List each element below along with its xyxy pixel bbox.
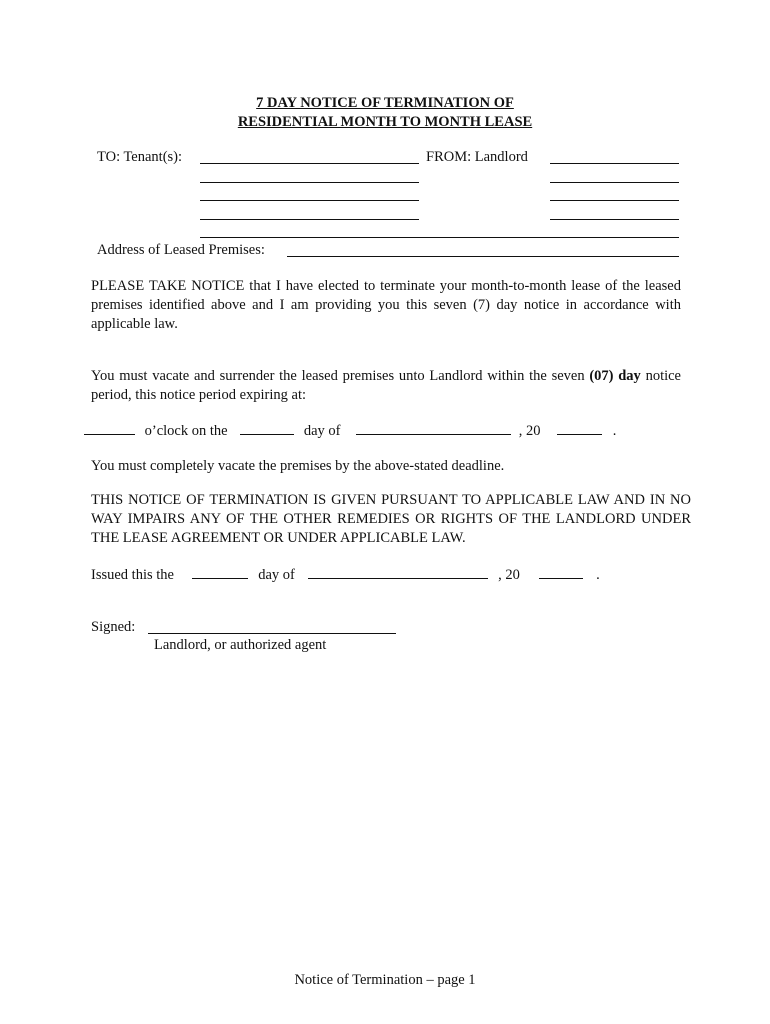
landlord-name-line-3[interactable] — [550, 200, 679, 201]
signer-caption: Landlord, or authorized agent — [154, 637, 327, 653]
landlord-name-line-1[interactable] — [550, 163, 679, 164]
landlord-name-line-2[interactable] — [550, 182, 679, 183]
address-label: Address of Leased Premises: — [97, 242, 265, 258]
expiry-period: . — [612, 423, 617, 439]
day-number-blank[interactable] — [240, 420, 294, 435]
tenant-name-line-3[interactable] — [200, 200, 419, 201]
tenant-name-line-2[interactable] — [200, 182, 419, 183]
issued-year-blank[interactable] — [539, 564, 583, 579]
issued-month-blank[interactable] — [308, 564, 488, 579]
issued-label: Issued this the — [91, 567, 174, 583]
signature-line[interactable] — [148, 633, 396, 634]
page-footer: Notice of Termination – page 1 — [294, 972, 476, 988]
address-line-upper[interactable] — [200, 237, 679, 238]
issued-year-prefix: , 20 — [498, 567, 520, 583]
year-prefix: , 20 — [518, 423, 541, 439]
landlord-name-line-4[interactable] — [550, 219, 679, 220]
hour-blank[interactable] — [84, 420, 135, 435]
month-blank[interactable] — [356, 420, 511, 435]
oclock-label: o’clock on the — [144, 423, 228, 439]
notice-paragraph: PLEASE TAKE NOTICE that I have elected to terminate your month-to-month lease of the leased premises identified above and I am providing you this seven (7) day notice in accordance with applicable law. — [91, 278, 681, 332]
issued-period: . — [596, 567, 600, 583]
tenant-name-line-1[interactable] — [200, 163, 419, 164]
deadline-text: You must completely vacate the premises by the above-stated deadline. — [91, 458, 505, 474]
day-of-label: day of — [303, 423, 341, 439]
expiry-row — [84, 420, 616, 441]
vacate-text-bold: (07) day — [589, 368, 641, 384]
issued-row — [91, 564, 600, 585]
vacate-text-a: You must vacate and surrender the leased premises unto Landlord within the seven — [91, 368, 585, 384]
document-title-line-2: RESIDENTIAL MONTH TO MONTH LEASE — [237, 114, 533, 130]
issued-day-of-label: day of — [258, 567, 295, 583]
signed-label: Signed: — [91, 619, 136, 635]
tenant-name-line-4[interactable] — [200, 219, 419, 220]
vacate-paragraph — [91, 367, 681, 405]
from-landlord-label: FROM: Landlord — [426, 149, 528, 165]
vacate-text-b: notice period, this notice period expiring at: — [91, 368, 681, 403]
document-title-line-1: 7 DAY NOTICE OF TERMINATION OF — [256, 95, 514, 111]
issued-day-blank[interactable] — [192, 564, 248, 579]
year-blank[interactable] — [557, 420, 602, 435]
address-field-line[interactable] — [287, 256, 679, 257]
legal-paragraph: THIS NOTICE OF TERMINATION IS GIVEN PURSUANT TO APPLICABLE LAW AND IN NO WAY IMPAIRS ANY OF THE OTHER REMEDIES OR RIGHTS OF THE LANDLORD UNDER THE LEASE AGREEMENT OR UNDER APPLICABLE LAW. — [91, 492, 691, 546]
to-tenants-label: TO: Tenant(s): — [97, 149, 183, 165]
